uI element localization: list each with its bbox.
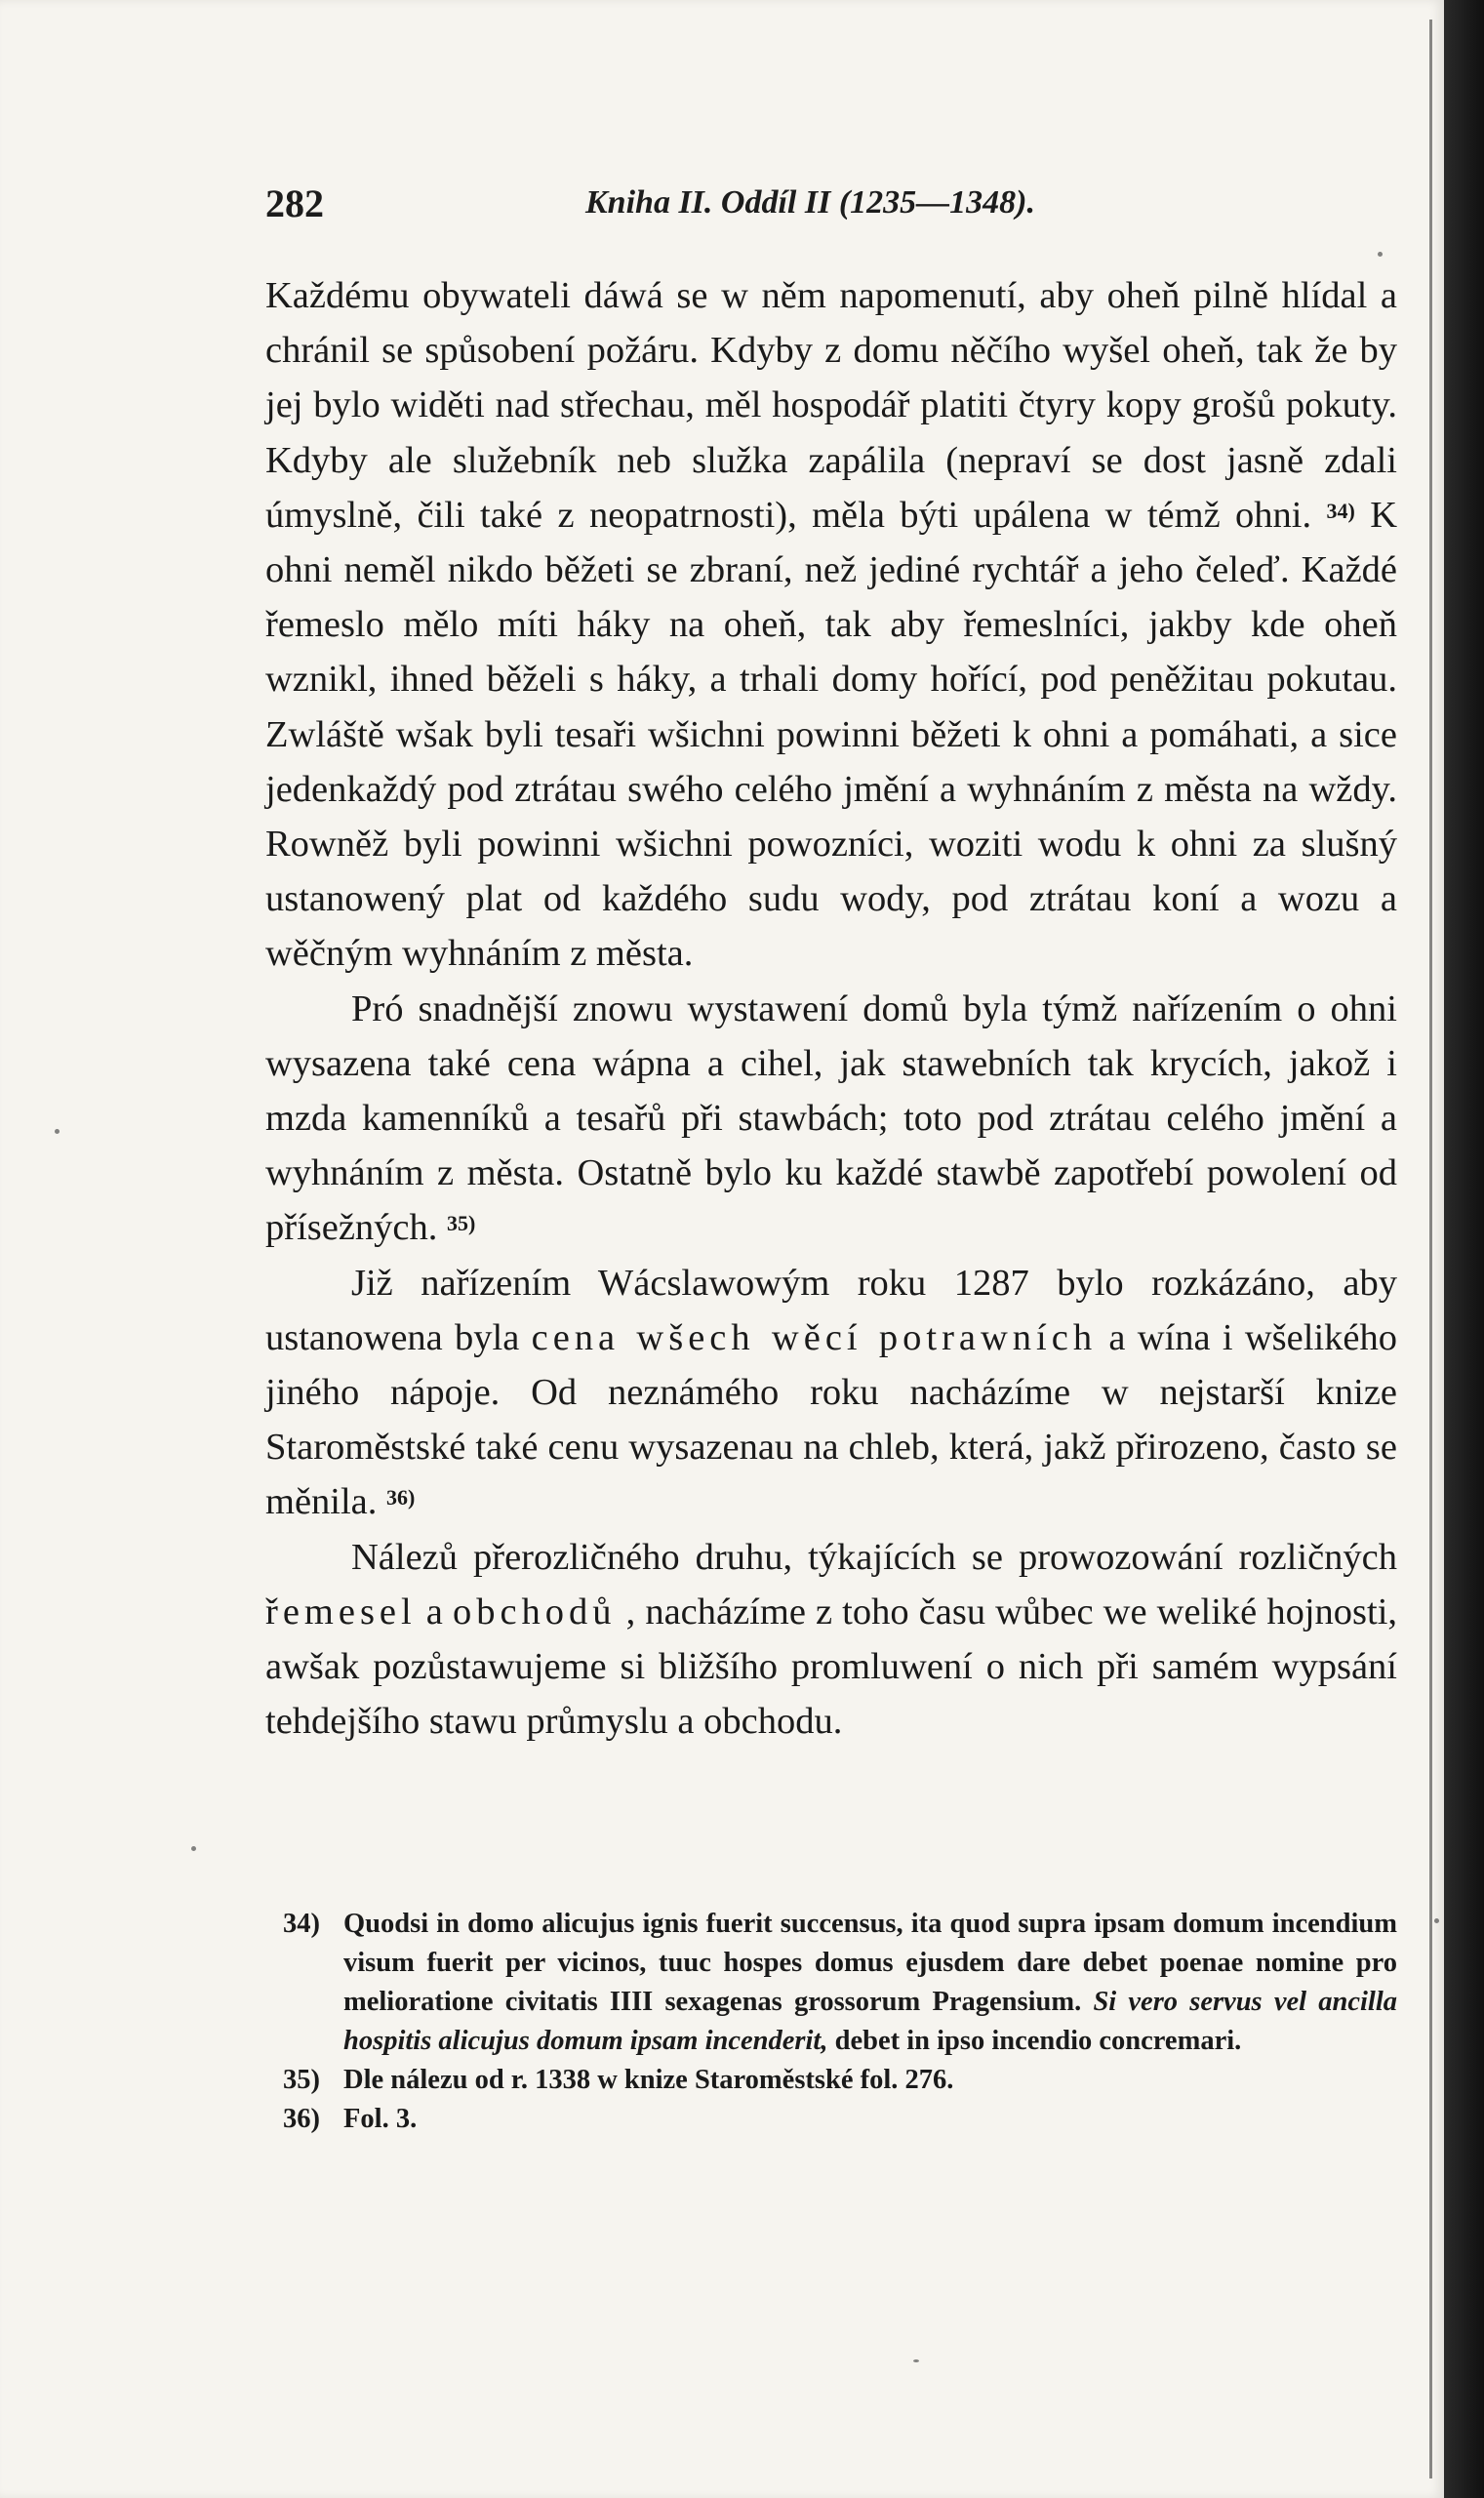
paragraph-2 <box>265 982 1397 1256</box>
footnote-34 <box>283 1905 1397 2061</box>
print-speck <box>1434 1918 1439 1923</box>
paragraph-2-text: Pró snadnější znowu wystawení domů byla týmž nařízením o ohni wysazena také cena wápna a cihel, jak stawebních tak krycích, jakož i mzda kamenníků a tesařů při stawbách; toto pod ztrátau celého jmění a wyhnáním z města. Ostatně bylo ku každé stawbě zapotřebí powolení od přísežných. <box>265 987 1397 1249</box>
page-header <box>265 181 1397 239</box>
paragraph-3 <box>265 1256 1397 1530</box>
footnote-35-mark: 35) <box>283 2065 320 2095</box>
footnote-35-text: Dle nálezu od r. 1338 w knize Staroměstské fol. 276. <box>343 2065 954 2095</box>
paragraph-4-text-b: a <box>425 1591 453 1632</box>
footnote-34-text-a: Quodsi in domo alicujus ignis fuerit succensus, ita quod supra ipsam domum incendium visum fuerit per vicinos, tuuc hospes domus ejusdem dare debet poenae nomine pro melioratione civitatis IIII sexagenas grossorum Pragensium. <box>343 1909 1397 2017</box>
footnote-36-mark: 36) <box>283 2104 320 2134</box>
paragraph-4-text-a: Nálezů přerozličného druhu, týkajících se prowozowání rozličných <box>351 1536 1397 1578</box>
paragraph-1-text-a: Každému obywateli dáwá se w něm napomenutí, aby oheň pilně hlídal a chránil se spůsobení požáru. Kdyby z domu něčího wyšel oheň, tak že by jej bylo widěti nad střechau, měl hospodář platiti čtyry kopy grošů pokuty. Kdyby ale služebník neb služka zapálila (nepraví se dost jasně zdali úmyslně, čili také z neopatrnosti), měla býti upálena w témž ohni. <box>265 275 1397 536</box>
print-speck <box>913 2359 919 2362</box>
footnote-34-text-b: debet in ipso incendio concremari. <box>827 2026 1242 2056</box>
footnote-36 <box>283 2100 1397 2139</box>
footnote-34-italic: Si vero servus vel ancilla hospitis alicujus domum ipsam incenderit, <box>343 1987 1397 2056</box>
body-text <box>265 268 1397 1749</box>
running-title: Kniha II. Oddíl II (1235—1348). <box>585 184 1035 221</box>
paragraph-3-text-a: Již nařízením Wácslawowým roku 1287 bylo rozkázáno, aby ustanowena byla <box>265 1262 1397 1358</box>
page-edge-shadow <box>1444 0 1484 2498</box>
page-frame-line <box>1429 20 1432 2478</box>
page-number: 282 <box>265 181 324 225</box>
paragraph-1-text-b: K ohni neměl nikdo běžeti se zbraní, než jediné rychtář a jeho čeleď. Každé řemeslo mělo míti háky na oheň, tak aby řemeslníci, jakby kde oheň wznikl, ihned běželi s háky, a trhali domy hořící, pod peněžitau pokutau. Zwláště wšak byli tesaři wšichni powinni běžeti k ohni a pomáhati, a sice jedenkaždý pod ztrátau swého celého jmění a wyhnáním z města na wždy. Rowněž byli powinni wšichni powozníci, woziti wodu k ohni za slušný ustanowený plat od každého sudu wody, pod ztrátau koní a wozu a wěčným wyhnáním z města. <box>265 494 1397 975</box>
footnote-35 <box>283 2061 1397 2100</box>
footnote-36-text: Fol. 3. <box>343 2104 418 2134</box>
paragraph-1 <box>265 268 1397 982</box>
footnotes <box>283 1905 1397 2139</box>
footnote-34-mark: 34) <box>283 1909 320 1939</box>
paragraph-4-spaced-2: obchodů <box>452 1591 617 1632</box>
footnote-ref-35: 35) <box>447 1211 476 1236</box>
footnote-ref-34: 34) <box>1326 498 1355 523</box>
paragraph-4-spaced-1: řemesel <box>265 1591 417 1632</box>
footnote-ref-36: 36) <box>386 1485 416 1511</box>
paragraph-4 <box>265 1530 1397 1750</box>
print-speck <box>191 1846 196 1851</box>
paragraph-4-text-c: , nacházíme z toho času wůbec we weliké hojnosti, awšak pozůstawujeme si bližšího promluwení o nich při samém wypsání tehdejšího stawu průmyslu a obchodu. <box>265 1591 1398 1743</box>
print-speck <box>1378 252 1383 257</box>
paragraph-3-text-b: a wína i wšelikého jiného nápoje. Od neznámého roku nacházíme w nejstarší knize Staroměstské také cenu wysazenau na chleb, která, jakž přirozeno, často se měnila. <box>265 1316 1397 1523</box>
print-speck <box>55 1129 60 1134</box>
paragraph-3-spaced: cena wšech wěcí potrawních <box>531 1316 1098 1358</box>
